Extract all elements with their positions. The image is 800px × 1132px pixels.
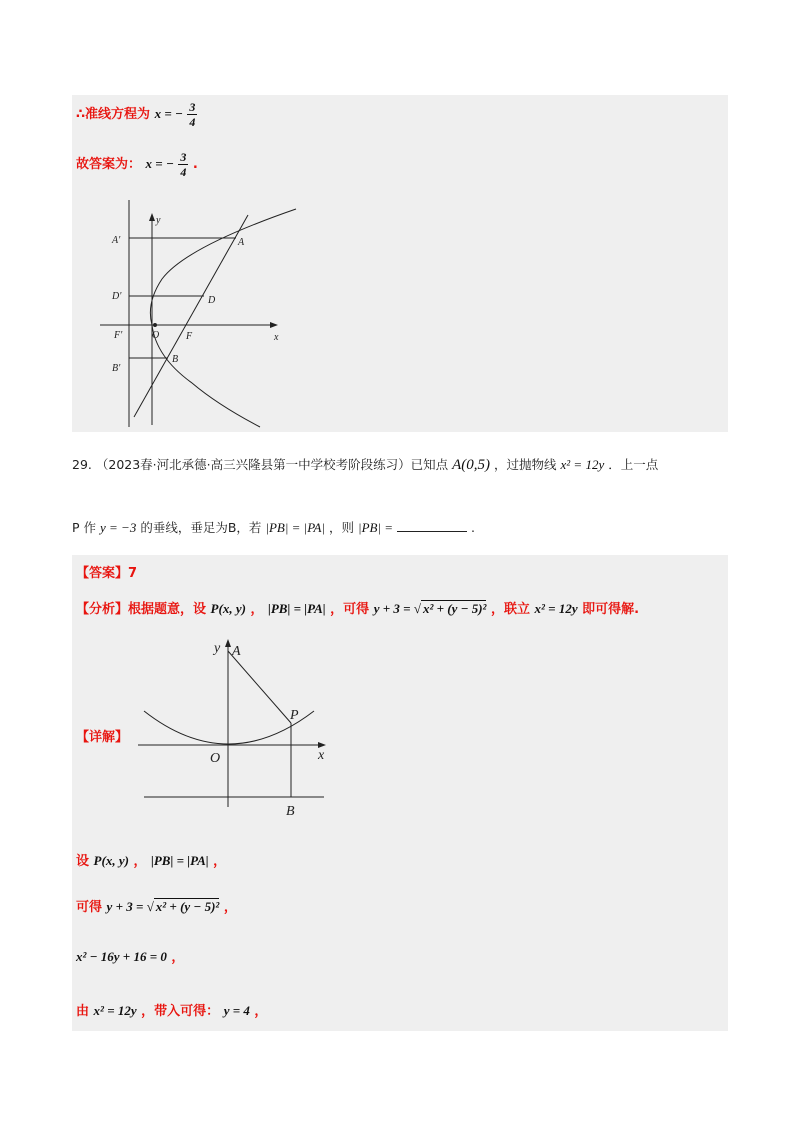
label-B: B <box>172 354 179 365</box>
step4-label: 由 <box>76 1004 90 1019</box>
step4-eq: x² = 12y <box>93 1003 137 1018</box>
step4-res: y = 4 <box>223 1003 250 1018</box>
label-A: A <box>232 644 241 659</box>
question-end: . <box>471 520 476 535</box>
answer-blank[interactable] <box>397 519 467 532</box>
segment-PA <box>228 651 291 723</box>
label-O: O <box>152 330 160 341</box>
step2-sqrt: x² + (y − 5)² <box>155 899 220 914</box>
analysis-sep: ， <box>250 602 264 617</box>
focal-chord <box>134 215 248 417</box>
question-P: P 作 <box>72 520 97 535</box>
point-A: A(0,5) <box>452 457 491 473</box>
label-F-prime: F' <box>114 330 123 341</box>
question-mid2: ．上一点 <box>608 457 659 472</box>
question-source: （2023春·河北承德·高三兴隆县第一中学校考阶段练习）已知点 <box>95 457 449 472</box>
question-line-eq: y = −3 <box>100 520 137 535</box>
analysis-P: P(x, y) <box>210 601 246 616</box>
label-B: B <box>286 804 295 819</box>
analysis-end: 即可得解. <box>582 602 640 617</box>
label-A: A <box>238 237 245 248</box>
label-y: y <box>214 641 221 656</box>
y-arrow-icon <box>225 639 231 647</box>
answer-frac <box>178 150 188 179</box>
frac-num: 3 <box>180 150 187 164</box>
label-O: O <box>210 751 221 766</box>
y-arrow-icon <box>149 213 155 221</box>
step1-P: P(x, y) <box>93 853 129 868</box>
label-B-prime: B' <box>112 363 121 374</box>
step1-label: 设 <box>76 854 90 869</box>
analysis-label: 【分析】根据题意，设 <box>76 602 207 617</box>
step-1 <box>76 850 226 869</box>
parabola-figure-2 <box>138 635 338 820</box>
question-condition: |PB| = |PA| <box>265 520 326 535</box>
analysis-eq-sqrt: x² + (y − 5)² <box>422 601 487 616</box>
step4-mid: ，带入可得： <box>141 1004 220 1019</box>
question-line2-mid: 的垂线，垂足为B，若 <box>140 520 262 535</box>
analysis-mid2: ，联立 <box>490 602 530 617</box>
question-then: ，则 <box>329 520 355 535</box>
label-x: x <box>318 748 325 763</box>
step-2 <box>76 896 237 915</box>
parabola-figure-1 <box>100 195 310 430</box>
detail-label: 【详解】 <box>76 730 129 745</box>
x-arrow-icon <box>270 322 278 328</box>
step1-end: ， <box>213 854 227 869</box>
analysis-cond: |PB| = |PA| <box>268 601 326 616</box>
answer-eq: x = − <box>145 156 174 171</box>
detail-label-line <box>76 726 128 745</box>
question-line-1 <box>72 455 658 474</box>
directrix-label: ∴准线方程为 <box>76 107 151 122</box>
step2-end: ， <box>223 900 237 915</box>
sqrt-icon: √ <box>413 601 421 616</box>
label-x: x <box>274 332 279 343</box>
answer-label: 故答案为： <box>76 157 142 172</box>
step1-sep: ， <box>133 854 147 869</box>
question-number: 29. <box>72 457 92 472</box>
label-P: P <box>290 708 299 723</box>
analysis-mid: ，可得 <box>330 602 370 617</box>
answer-tag: 【答案】7 <box>76 566 138 581</box>
label-D-prime: D' <box>112 291 122 302</box>
frac-den: 4 <box>180 165 187 179</box>
directrix-line <box>76 100 197 129</box>
step3-eq: x² − 16y + 16 = 0 <box>76 949 167 964</box>
question-parabola: x² = 12y <box>560 457 605 472</box>
label-D: D <box>208 295 216 306</box>
analysis-parabola: x² = 12y <box>534 601 578 616</box>
parabola-curve <box>150 209 296 427</box>
parabola-curve <box>144 711 314 744</box>
label-F: F <box>186 331 193 342</box>
answer-label-line <box>76 562 137 581</box>
analysis-eq-left: y + 3 = <box>373 601 414 616</box>
analysis-line <box>76 598 639 617</box>
label-y: y <box>156 215 161 226</box>
directrix-frac <box>187 100 197 129</box>
directrix-eq: x = − <box>154 106 183 121</box>
sqrt-icon: √ <box>146 899 154 914</box>
step3-end: ， <box>171 950 185 965</box>
frac-num: 3 <box>189 100 196 114</box>
step-4 <box>76 1000 267 1019</box>
answer-end: . <box>192 157 198 172</box>
step-3 <box>76 946 184 965</box>
step2-eq-left: y + 3 = <box>106 899 147 914</box>
answer-line <box>76 150 198 179</box>
step4-end: ， <box>254 1004 268 1019</box>
question-line-2 <box>72 518 475 536</box>
question-ask: |PB| = <box>358 520 394 535</box>
step1-cond: |PB| = |PA| <box>151 853 209 868</box>
origin-dot <box>154 324 157 327</box>
frac-den: 4 <box>189 115 196 129</box>
question-mid1: ，过抛物线 <box>494 457 557 472</box>
step2-label: 可得 <box>76 900 103 915</box>
label-A-prime: A' <box>112 235 121 246</box>
